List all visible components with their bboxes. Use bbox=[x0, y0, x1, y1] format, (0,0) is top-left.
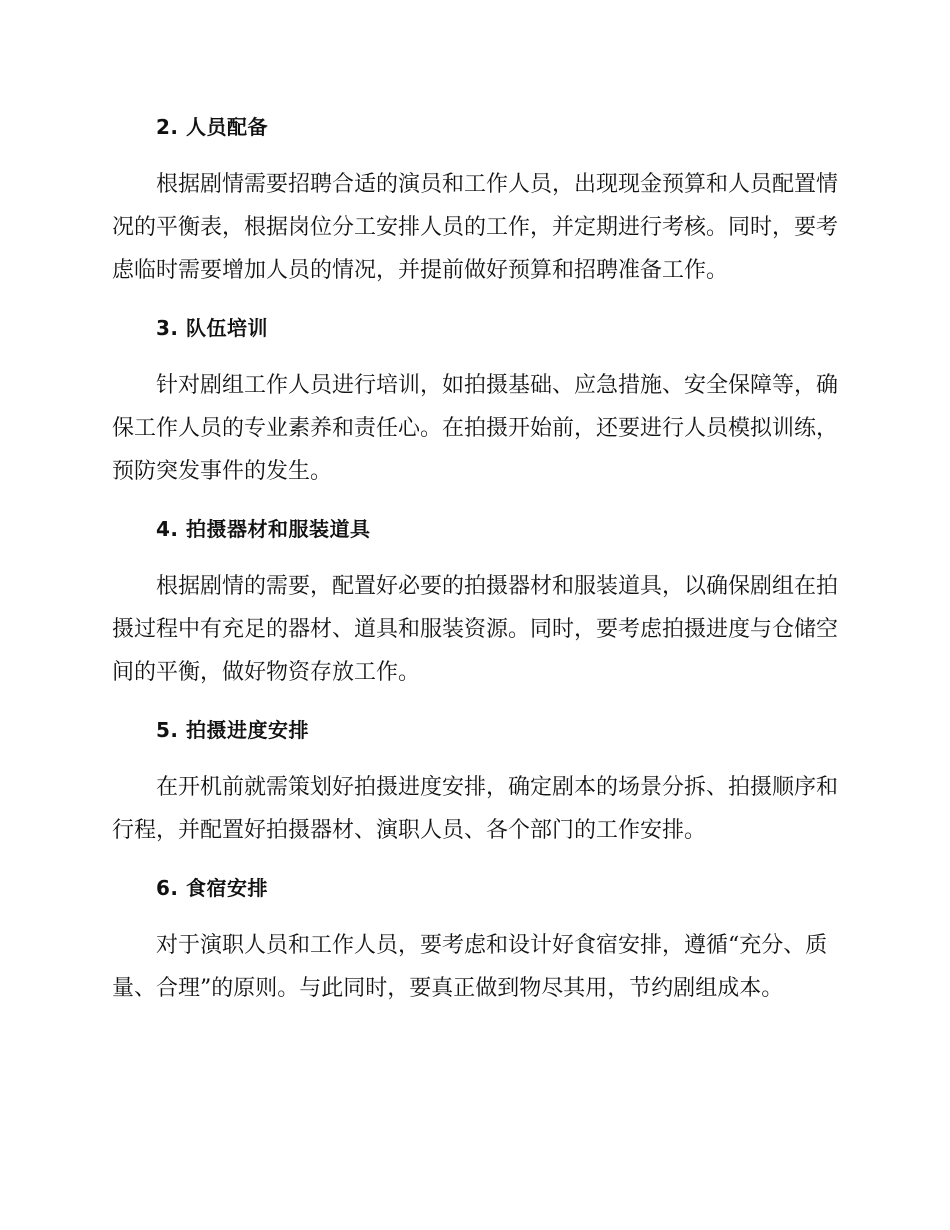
section-paragraph bbox=[112, 924, 838, 1010]
paragraph-line: 针对剧组工作人员进行培训，如拍摄基础、应急措施、安全保障等，确 bbox=[156, 373, 839, 398]
section-paragraph bbox=[112, 364, 838, 493]
paragraph-line: 预防突发事件的发生。 bbox=[112, 459, 333, 484]
section-paragraph bbox=[112, 565, 838, 694]
paragraph-line: 保工作人员的专业素养和责任心。在拍摄开始前，还要进行人员模拟训练， bbox=[112, 416, 839, 441]
section-heading: 4. 拍摄器材和服装道具 bbox=[156, 517, 371, 541]
section-equipment bbox=[112, 513, 838, 694]
section-heading: 6. 食宿安排 bbox=[156, 876, 268, 900]
paragraph-line: 行程，并配置好拍摄器材、演职人员、各个部门的工作安排。 bbox=[112, 818, 707, 843]
section-schedule bbox=[112, 714, 838, 852]
section-heading: 3. 队伍培训 bbox=[156, 316, 268, 340]
section-training bbox=[112, 312, 838, 493]
section-heading: 2. 人员配备 bbox=[156, 115, 268, 139]
paragraph-line: 根据剧情的需要，配置好必要的拍摄器材和服装道具，以确保剧组在拍 bbox=[156, 574, 839, 599]
paragraph-line: 况的平衡表，根据岗位分工安排人员的工作，并定期进行考核。同时，要考 bbox=[112, 215, 839, 240]
paragraph-line: 在开机前就需策划好拍摄进度安排，确定剧本的场景分拆、拍摄顺序和 bbox=[156, 775, 839, 800]
paragraph-line: 根据剧情需要招聘合适的演员和工作人员，出现现金预算和人员配置情 bbox=[156, 172, 839, 197]
section-heading: 5. 拍摄进度安排 bbox=[156, 718, 309, 742]
section-paragraph bbox=[112, 766, 838, 852]
paragraph-line: 对于演职人员和工作人员，要考虑和设计好食宿安排，遵循“充分、质 bbox=[156, 933, 828, 958]
section-accommodation bbox=[112, 872, 838, 1010]
paragraph-line: 摄过程中有充足的器材、道具和服装资源。同时，要考虑拍摄进度与仓储空 bbox=[112, 617, 839, 642]
paragraph-line: 间的平衡，做好物资存放工作。 bbox=[112, 660, 421, 685]
paragraph-line: 量、合理”的原则。与此同时，要真正做到物尽其用，节约剧组成本。 bbox=[112, 976, 784, 1001]
paragraph-line: 虑临时需要增加人员的情况，并提前做好预算和招聘准备工作。 bbox=[112, 258, 729, 283]
section-personnel bbox=[112, 111, 838, 292]
section-paragraph bbox=[112, 163, 838, 292]
document-page bbox=[112, 111, 838, 1030]
